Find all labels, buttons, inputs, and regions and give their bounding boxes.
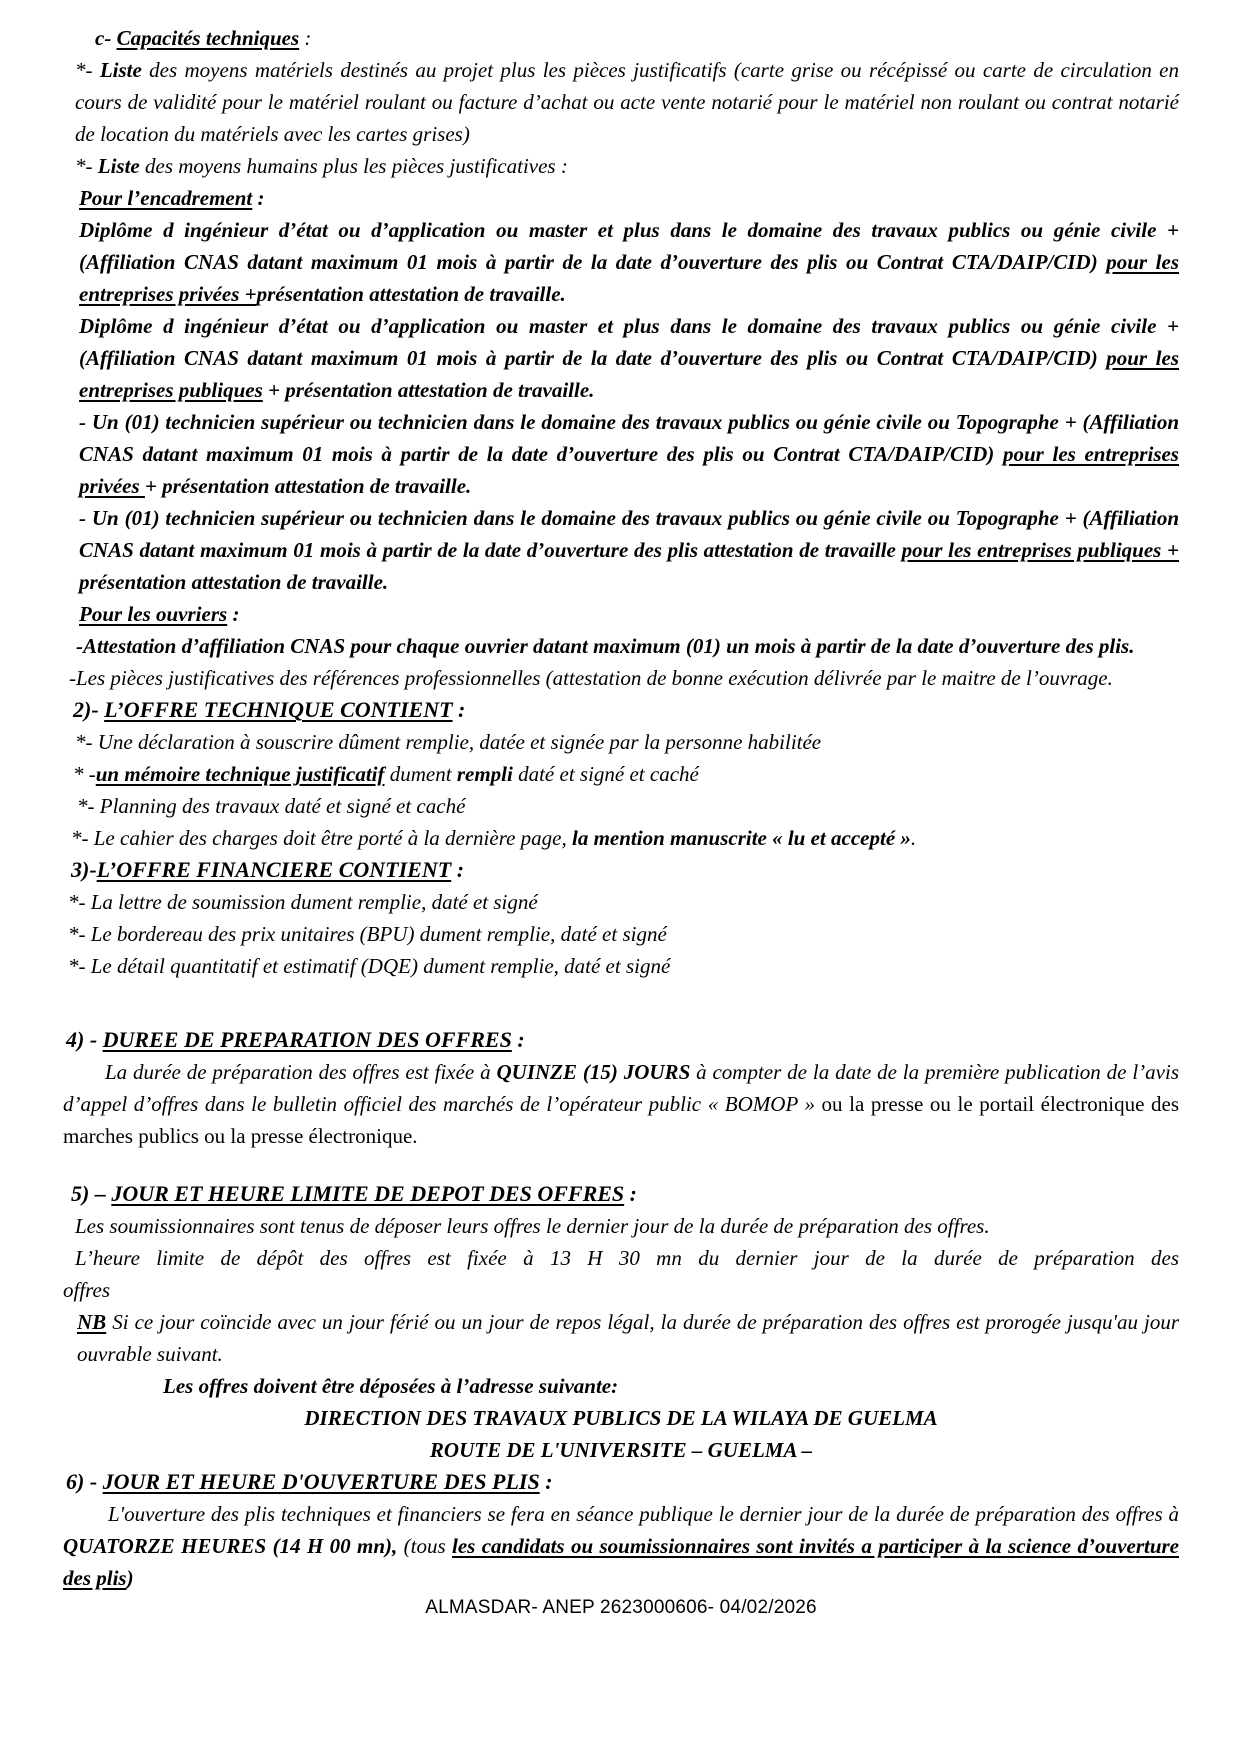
text-segment: L'ouverture des plis techniques et financiers se fera en séance publique le dernier jour de la durée de préparation des offres à (108, 1502, 1179, 1526)
text-segment: *- (75, 58, 100, 82)
text-segment: Les soumissionnaires sont tenus de déposer leurs offres le dernier jour de la durée de préparation des offres. (75, 1214, 990, 1238)
text-segment: Les offres doivent être déposées à l’adresse suivante: (163, 1374, 619, 1398)
text-segment: - Un (01) technicien supérieur ou technicien dans le domaine des travaux publics ou génie civile ou Topographe + (Affiliation CNAS datant maximum 01 mois à partir de la date d’ouverture des plis ou Contrat CTA/DAIP/CID) (79, 410, 1179, 466)
text-segment: les candidats ou soumissionnaires sont invités a participer à la science d’ouverture des plis (63, 1534, 1179, 1590)
para-liste-moyens-materiels (63, 54, 1179, 150)
para-technicien-entreprises-privees (63, 406, 1179, 502)
text-segment: un mémoire technique justificatif (95, 762, 385, 786)
text-segment: daté et signé et caché (512, 762, 699, 786)
text-segment: Pour l’encadrement (79, 186, 253, 210)
text-segment: *- La lettre de soumission dument remplie, daté et signé (68, 890, 538, 914)
text-segment: JOUR ET HEURE LIMITE DE DEPOT DES OFFRES (111, 1181, 625, 1206)
document-body (63, 22, 1179, 1594)
heading-capacites-techniques (63, 22, 1179, 54)
text-segment: ) (126, 1566, 134, 1590)
text-segment: pour les entreprises publiques + (901, 538, 1179, 562)
text-segment: *- Planning des travaux daté et signé et caché (77, 794, 466, 818)
text-segment: *- Le détail quantitatif et estimatif (DQE) dument remplie, daté et signé (68, 954, 671, 978)
text-segment: : (452, 697, 466, 722)
text-segment: Liste (97, 154, 140, 178)
text-segment: dument (384, 762, 457, 786)
text-segment: *- Le bordereau des prix unitaires (BPU) dument remplie, daté et signé (68, 922, 667, 946)
text-segment: pour les entreprises privées + (79, 250, 1179, 306)
para-pieces-justificatives-references (63, 662, 1179, 694)
para-cahier-des-charges (63, 822, 1179, 854)
text-segment: Si ce jour coïncide avec un jour férié ou un jour de repos légal, la durée de préparation des offres est prorogée jusqu'au jour ouvrable suivant. (77, 1310, 1179, 1366)
text-segment: . (910, 826, 917, 850)
heading-offre-financiere (63, 854, 1179, 886)
heading-duree-preparation-offres (63, 1024, 1179, 1056)
text-segment: : (227, 602, 240, 626)
text-segment: c- (95, 26, 117, 50)
text-segment: présentation attestation de travaille. (79, 570, 389, 594)
text-segment: *- Le cahier des charges doit être porté à la dernière page, (71, 826, 572, 850)
text-segment: pour les entreprises publiques (79, 346, 1179, 402)
para-memoire-technique (63, 758, 1179, 790)
text-segment: + présentation attestation de travaille. (262, 378, 595, 402)
text-segment: à compter de la date de la première publication de l’avis d’appel d’offres dans le bulletin officiel des marchés de l’opérateur public « BOMOP » (63, 1060, 1179, 1116)
text-segment: 5) – (71, 1181, 112, 1206)
heading-jour-heure-ouverture-plis (63, 1466, 1179, 1498)
heading-pour-encadrement (63, 182, 1179, 214)
para-heure-limite-depot (63, 1242, 1179, 1274)
text-segment: *- (75, 154, 98, 178)
text-segment: 4) - (66, 1027, 103, 1052)
para-attestation-affiliation-cnas (63, 630, 1179, 662)
text-segment: : (299, 26, 312, 50)
para-duree-preparation-texte (63, 1056, 1179, 1152)
para-liste-moyens-humains (63, 150, 1179, 182)
text-segment: La durée de préparation des offres est fixée à (105, 1060, 497, 1084)
text-segment: -Attestation d’affiliation CNAS pour chaque ouvrier datant maximum (01) un mois à partir de la date d’ouverture des plis. (76, 634, 1135, 658)
para-detail-dqe (63, 950, 1179, 982)
text-segment: : (252, 186, 265, 210)
text-segment: Diplôme d ingénieur d’état ou d’application ou master et plus dans le domaine des travaux publics ou génie civile + (Affiliation CNAS datant maximum 01 mois à partir de la date d’ouverture des plis ou Contrat CTA/DAIP/CID) (79, 314, 1179, 370)
para-technicien-entreprises-publiques (63, 502, 1179, 598)
para-nb-jour-ferie (63, 1306, 1179, 1370)
text-segment: 3)- (71, 857, 97, 882)
text-segment: pour les entreprises privées (79, 442, 1179, 498)
para-soumissionnaires-tenus (63, 1210, 1179, 1242)
para-diplome-entreprises-privees (63, 214, 1179, 310)
text-segment: : (511, 1027, 525, 1052)
text-segment: : (624, 1181, 637, 1206)
text-segment: présentation attestation de travaille. (256, 282, 566, 306)
para-offres-adresse-suivante (63, 1370, 1179, 1402)
text-segment: Liste (99, 58, 142, 82)
text-segment: *- Une déclaration à souscrire dûment remplie, datée et signée par la personne habilitée (75, 730, 822, 754)
text-segment: QUATORZE HEURES (14 H 00 mn), (63, 1534, 398, 1558)
para-direction-travaux-publics (63, 1402, 1179, 1434)
para-route-universite (63, 1434, 1179, 1466)
para-heure-limite-depot-suite (63, 1274, 1179, 1306)
text-segment: ROUTE DE L'UNIVERSITE – GUELMA – (429, 1438, 813, 1462)
text-segment: : (539, 1469, 553, 1494)
text-segment: ou la presse ou le portail électronique des marches publics ou la presse électronique. (63, 1092, 1179, 1148)
text-segment: des moyens humains plus les pièces justificatives : (139, 154, 568, 178)
text-segment: + présentation attestation de travaille. (144, 474, 472, 498)
para-ouverture-plis-texte (63, 1498, 1179, 1594)
para-lettre-soumission (63, 886, 1179, 918)
text-segment: Diplôme d ingénieur d’état ou d’application ou master et plus dans le domaine des travaux publics ou génie civile + (Affiliation CNAS datant maximum 01 mois à partir de la date d’ouverture des plis ou Contrat CTA/DAIP/CID) (79, 218, 1179, 274)
text-segment: : (451, 857, 465, 882)
footer-note: ALMASDAR- ANEP 2623000606- 04/02/2026 (425, 1597, 817, 1618)
text-segment: * - (73, 762, 96, 786)
text-segment: JOUR ET HEURE D'OUVERTURE DES PLIS (102, 1469, 540, 1494)
heading-pour-les-ouvriers (63, 598, 1179, 630)
text-segment: des moyens matériels destinés au projet plus les pièces justificatifs (carte grise ou récépissé ou carte de circulation en cours de validité pour le matériel roulant ou facture d’achat ou acte vente notarié pour le matériel non roulant ou contrat notarié de location du matériels avec les cartes grises) (75, 58, 1180, 146)
text-segment: L’OFFRE FINANCIERE CONTIENT (96, 857, 452, 882)
text-segment: Capacités techniques (116, 26, 300, 50)
text-segment: L’heure limite de dépôt des offres est fixée à 13 H 30 mn du dernier jour de la durée de préparation des (75, 1246, 1179, 1270)
para-bordereau-bpu (63, 918, 1179, 950)
text-segment: - Un (01) technicien supérieur ou technicien dans le domaine des travaux publics ou génie civile ou Topographe + (Affiliation CNAS datant maximum 01 mois à partir de la date d’ouverture des plis attestation de travaille (79, 506, 1179, 562)
text-segment: DIRECTION DES TRAVAUX PUBLICS DE LA WILAYA DE GUELMA (304, 1406, 938, 1430)
text-segment: 2)- (73, 697, 105, 722)
heading-offre-technique (63, 694, 1179, 726)
text-segment: (tous (397, 1534, 453, 1558)
heading-jour-heure-depot-offres (63, 1178, 1179, 1210)
text-segment: DUREE DE PREPARATION DES OFFRES (102, 1027, 512, 1052)
text-segment: 6) - (66, 1469, 103, 1494)
text-segment: NB (77, 1310, 107, 1334)
text-segment: offres (63, 1278, 111, 1302)
para-planning-travaux (63, 790, 1179, 822)
text-segment: rempli (456, 762, 513, 786)
para-diplome-entreprises-publiques (63, 310, 1179, 406)
text-segment: -Les pièces justificatives des références professionnelles (attestation de bonne exécution délivrée par le maitre de l’ouvrage. (69, 666, 1113, 690)
para-declaration-a-souscrire (63, 726, 1179, 758)
text-segment: L’OFFRE TECHNIQUE CONTIENT (104, 697, 453, 722)
text-segment: QUINZE (15) JOURS (496, 1060, 691, 1084)
text-segment: Pour les ouvriers (79, 602, 228, 626)
text-segment: la mention manuscrite « lu et accepté » (571, 826, 911, 850)
